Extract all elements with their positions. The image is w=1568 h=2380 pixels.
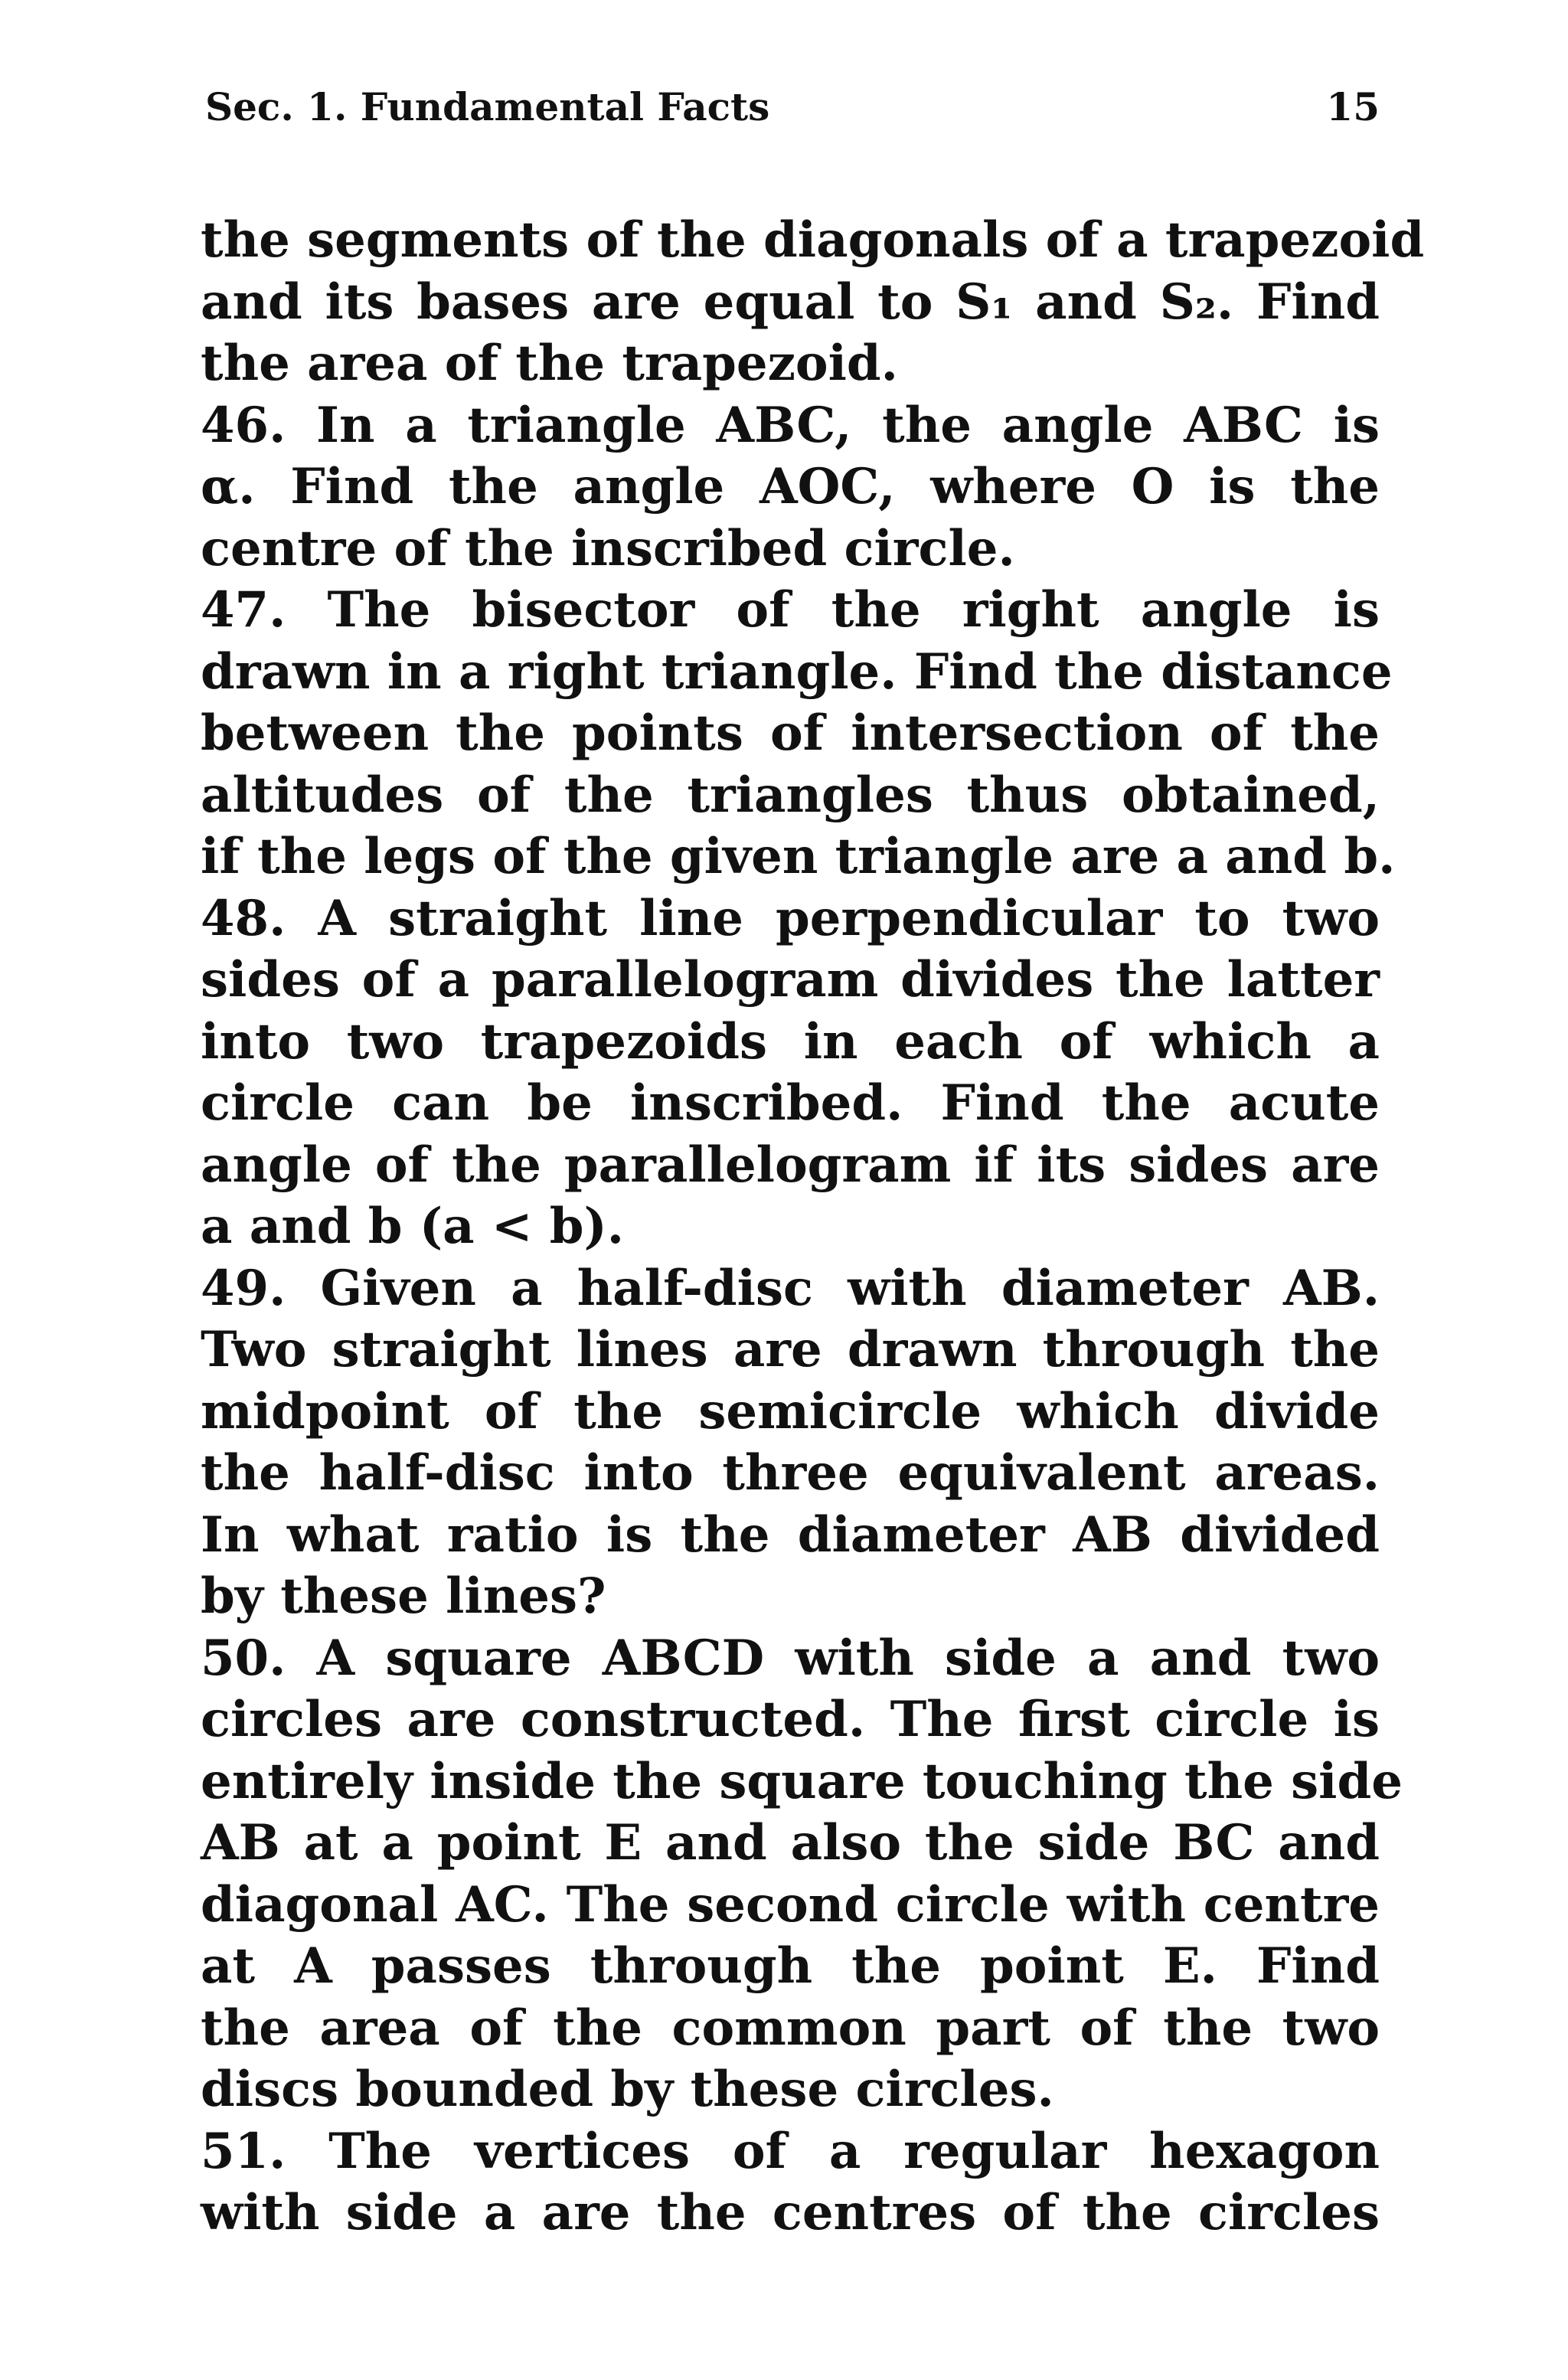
text-line: altitudes of the triangles thus obtained, — [201, 766, 1380, 824]
section-title: Sec. 1. Fundamental Facts — [205, 84, 770, 129]
text-line: AB at a point E and also the side BC and — [201, 1814, 1380, 1872]
text-line: α. Find the angle AOC, where O is the — [201, 458, 1380, 515]
text-line: 46. In a triangle ABC, the angle ABC is — [201, 396, 1380, 454]
text-line: a and b (a < b). — [201, 1198, 625, 1255]
text-line: the area of the trapezoid. — [201, 335, 898, 392]
text-line: circles are constructed. The first circle is — [201, 1691, 1380, 1748]
text-line: at A passes through the point E. Find — [201, 1937, 1380, 1995]
text-line: between the points of intersection of the — [201, 705, 1380, 762]
text-line: if the legs of the given triangle are a and b. — [201, 828, 1396, 885]
page-number: 15 — [1326, 84, 1380, 129]
problem-text — [201, 210, 1425, 2244]
text-line: diagonal AC. The second circle with centre — [201, 1875, 1380, 1934]
text-line: sides of a parallelogram divides the latter — [201, 951, 1380, 1009]
text-line: the half-disc into three equivalent areas. — [201, 1444, 1380, 1502]
running-header — [205, 77, 1380, 138]
text-line: the area of the common part of the two — [201, 1999, 1380, 2057]
text-line: centre of the inscribed circle. — [201, 519, 1015, 577]
text-line: with side a are the centres of the circles — [201, 2184, 1380, 2241]
text-line: the segments of the diagonals of a trapezoid — [201, 211, 1425, 269]
text-line: angle of the parallelogram if its sides are — [201, 1136, 1380, 1194]
text-line: 49. Given a half-disc with diameter AB. — [201, 1259, 1380, 1317]
text-line: drawn in a right triangle. Find the distance — [201, 642, 1393, 701]
text-line: into two trapezoids in each of which a — [201, 1012, 1380, 1071]
text-line: 48. A straight line perpendicular to two — [201, 889, 1380, 947]
text-line: Two straight lines are drawn through the — [201, 1321, 1380, 1378]
text-line: circle can be inscribed. Find the acute — [201, 1074, 1380, 1132]
text-line: 51. The vertices of a regular hexagon — [201, 2122, 1380, 2180]
text-line: 50. A square ABCD with side a and two — [201, 1629, 1380, 1687]
text-line: midpoint of the semicircle which divide — [201, 1382, 1380, 1440]
text-line: by these lines? — [201, 1568, 606, 1625]
text-line: 47. The bisector of the right angle is — [201, 581, 1380, 639]
text-line: and its bases are equal to S₁ and S₂. Find — [201, 273, 1380, 331]
text-line: discs bounded by these circles. — [201, 2061, 1054, 2118]
text-line: In what ratio is the diameter AB divided — [201, 1505, 1380, 1564]
text-line: entirely inside the square touching the side — [201, 1752, 1403, 1810]
